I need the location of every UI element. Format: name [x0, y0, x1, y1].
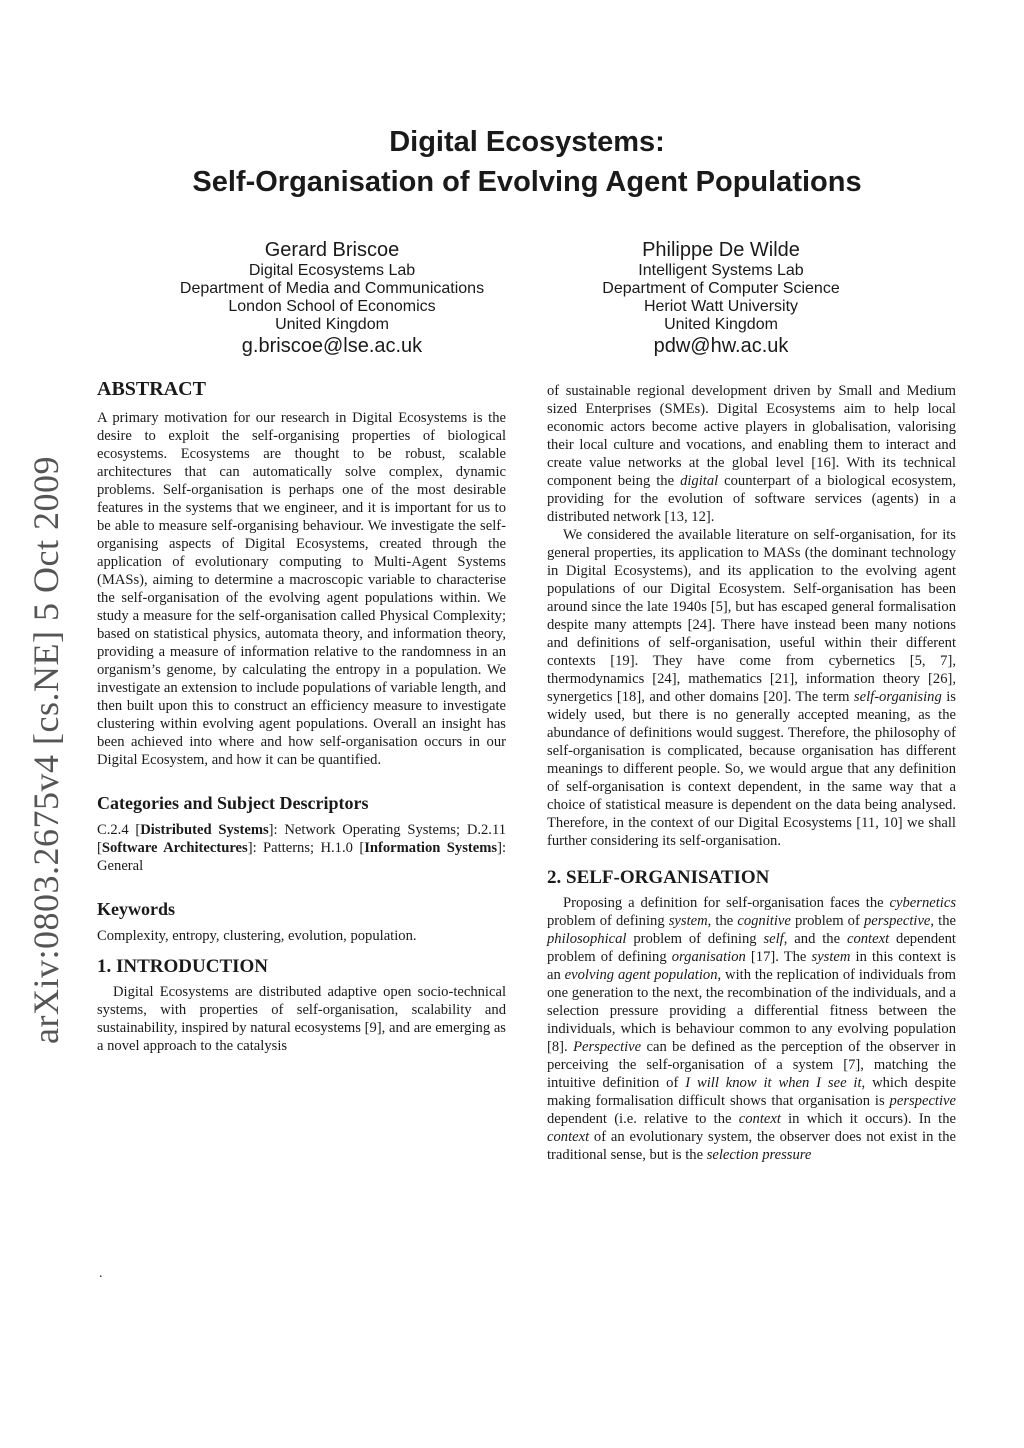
keywords-text: Complexity, entropy, clustering, evolution, population. [97, 928, 417, 944]
author-name: Philippe De Wilde [642, 239, 800, 261]
author-email: g.briscoe@lse.ac.uk [241, 335, 423, 357]
section-1-heading: 1. INTRODUCTION [97, 956, 269, 977]
section-2-heading: 2. SELF-ORGANISATION [547, 867, 770, 888]
author-block-2 [521, 238, 921, 358]
paper-title [0, 122, 1024, 202]
left-column [97, 376, 506, 1055]
right-column [547, 382, 956, 1164]
author-email: pdw@hw.ac.uk [653, 335, 789, 357]
intro-paragraph-1: Digital Ecosystems are distributed adaptive open socio-technical systems, with properties of self-organisation, scalability and sustainability, inspired by natural ecosystems [9], and are emerging as a novel approach to the catalysis [97, 984, 506, 1054]
author-department: Department of Computer Science [602, 280, 840, 297]
title-line-1: Digital Ecosystems: [389, 126, 665, 158]
categories-heading: Categories and Subject Descriptors [97, 793, 369, 813]
abstract-text: A primary motivation for our research in Digital Ecosystems is the desire to exploit the self-organising properties of biological ecosystems. Ecosystems are thought to be robust, scalable architectures that can automatically solve complex, dynamic problems. Self-organisation is perhaps one of the most desirable features in the systems that we engineer, and it is important for us to be able to measure self-organising behaviour. We investigate the self-organising aspects of Digital Ecosystems, created through the application of evolutionary computing to Multi-Agent Systems (MASs), aiming to determine a macroscopic variable to characterise the self-organisation of the evolving agent populations within. We study a measure for the self-organisation called Physical Complexity; based on statistical physics, automata theory, and information theory, providing a measure of information relative to the randomness in an organism’s genome, by calculating the entropy in a population. We investigate an extension to include populations of variable length, and then built upon this to construct an efficiency measure to investigate clustering within evolving agent populations. Overall an insight has been achieved into where and how self-organisation occurs in our Digital Ecosystem, and how it can be quantified. [97, 410, 506, 768]
author-country: United Kingdom [664, 316, 778, 333]
title-line-2: Self-Organisation of Evolving Agent Populations [192, 166, 862, 198]
author-lab: Digital Ecosystems Lab [248, 262, 416, 279]
abstract-heading: ABSTRACT [97, 378, 206, 400]
intro-paragraph-2: We considered the available literature on self-organisation, for its general properties, its application to MASs (the dominant technology in Digital Ecosystems), and its application to the evolving agent populations of our Digital Ecosystem. Self-organisation has been around since the late 1940s [5], but has escaped general formalisation despite many attempts [24]. There have instead been many notions and definitions of self-organisation, useful within their different contexts [19]. They have come from cybernetics [5, 7], thermodynamics [24], mathematics [21], information theory [26], synergetics [18], and other domains [20]. The term self-organising is widely used, but there is no generally accepted meaning, as the abundance of definitions would suggest. Therefore, the philosophy of self-organisation is complicated, because organisation has different meanings to different people. So, we would argue that any definition of self-organisation is context dependent, in the same way that a choice of statistical measure is dependent on the data being analysed. Therefore, in the context of our Digital Ecosystems [11, 10] we shall further considering its self-organisation. [547, 527, 956, 849]
author-department: Department of Media and Communications [179, 280, 485, 297]
author-institution: Heriot Watt University [643, 298, 799, 315]
intro-paragraph-1-continued: of sustainable regional development driven by Small and Medium sized Enterprises (SMEs). Digital Ecosystems aim to help local economic actors become active players in globalisation, valorising their local culture and vocations, and enabling them to interact and create value networks at the global level [16]. With its technical component being the digital counterpart of a biological ecosystem, providing for the evolution of software services (agents) in a distributed network [13, 12]. [547, 383, 956, 525]
categories-text: C.2.4 [Distributed Systems]: Network Operating Systems; D.2.11 [Software Architectures]: Patterns; H.1.0 [Information Systems]: General [97, 822, 507, 874]
arxiv-identifier: arXiv:0803.2675v4 [cs.NE] 5 Oct 2009 [26, 456, 66, 1044]
author-institution: London School of Economics [228, 298, 436, 315]
footnote-mark: . [99, 1266, 103, 1281]
keywords-heading: Keywords [97, 899, 175, 919]
author-name: Gerard Briscoe [264, 239, 400, 261]
selforg-paragraph-1: Proposing a definition for self-organisation faces the cybernetics problem of defining system, the cognitive problem of perspective, the philosophical problem of defining self, and the context dependent problem of defining organisation [17]. The system in this context is an evolving agent population, with the replication of individuals from one generation to the next, the recombination of the individuals, and a selection pressure providing a differential fitness between the individuals, which is behaviour common to any evolving population [8]. Perspective can be defined as the perception of the observer in perceiving the self-organisation of a system [7], matching the intuitive definition of I will know it when I see it, which despite making formalisation difficult shows that organisation is perspective dependent (i.e. relative to the context in which it occurs). In the context of an evolutionary system, the observer does not exist in the traditional sense, but is the selection pressure [547, 895, 956, 1163]
author-country: United Kingdom [275, 316, 389, 333]
author-lab: Intelligent Systems Lab [638, 262, 804, 279]
author-block-1 [132, 238, 532, 358]
